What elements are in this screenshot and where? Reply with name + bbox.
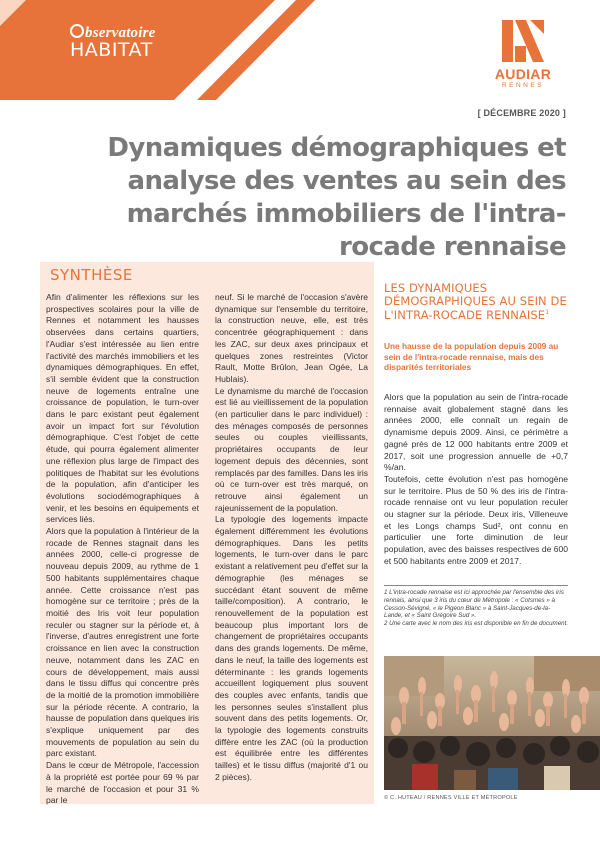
crowd-photo-image	[384, 656, 600, 790]
paragraph: Le dynamisme du marché de l'occasion est lié au vieillissement de la population (en particulier dans le parc individuel) : des ménages composés de personnes seules ou couples vieillissants, propriétaires occupants de leur logement depuis des décennies, sont remplacés par des familles. Dans les iris où ce turn-over est très marqué, on retrouve ainsi également un rajeunissement de la population.	[215, 385, 368, 513]
footnote-divider	[384, 585, 568, 586]
synthese-box	[40, 262, 374, 804]
crowd-photo	[384, 656, 600, 790]
synthese-column-right	[215, 292, 368, 784]
audiar-mark-icon	[500, 20, 546, 64]
paragraph: Afin d'alimenter les réflexions sur les prospectives scolaires pour la ville de Rennes et notamment les hausses observées dans certains quartiers, l'Audiar s'est intéressée au lien entre l'activité des marchés immobiliers et les dynamiques démographiques. En effet, s'il semble évident que la construction neuve de logements entraîne une croissance de population, le turn-over dans le parc existant peut également avoir un impact fort sur l'évolution démographique. C'est l'objet de cette étude, qui pourra également alimenter une réflexion plus large de l'impact des politiques de l'habitat sur les évolutions de la population, afin d'anticiper les évolutions sociodémographiques à venir, et les besoins en équipements et services liés.	[46, 292, 199, 525]
issue-date: [ DÉCEMBRE 2020 ]	[477, 108, 566, 118]
brand-observatoire: bservatoire	[70, 24, 156, 42]
logo-city: RENNES	[501, 82, 545, 89]
audiar-logo	[492, 20, 554, 92]
paragraph: Dans le cœur de Métropole, l'accession à la propriété est portée pour 69 % par le marché de l'occasion et pour 31 % par le	[46, 760, 199, 806]
paragraph: Toutefois, cette évolution n'est pas homogène sur le territoire. Plus de 50 % des iris de l'intra-rocade rennaise ont vu leur population reculer ou stagner sur la période. Deux iris, Villeneuve et les Longs champs Sud², ont connu en particulier une forte diminution de leur population, avec des baisses respectives de 600 et 500 habitants entre 2009 et 2017.	[384, 473, 568, 566]
brand-habitat: HABITAT	[70, 39, 153, 61]
synthese-heading: SYNTHÈSE	[50, 266, 133, 284]
footnote: 2 Une carte avec le nom des iris est disponible en fin de document.	[384, 620, 569, 628]
section-heading: LES DYNAMIQUES DÉMOGRAPHIQUES AU SEIN DE L'INTRA-ROCADE RENNAISE$^1$	[384, 281, 567, 322]
paragraph: La typologie des logements impacte également différemment les évolutions démographiques. Dans les petits logements, le turn-over dans le parc existant a relativement peu d'effet sur la démographie (les ménages se succédant étant souvent de même taille/composition). A contrario, le renouvellement de la population est beaucoup plus important lors de changement de propriétaires occupants dans des grands logements. De même, dans le neuf, la taille des logements est déterminante : les grands logements accueillent logiquement plus souvent des couples avec enfants, tandis que les personnes seules s'installent plus souvent dans des petits logements. Or, la typologie des logements construits diffère entre les ZAC (où la production est équilibrée entre les différentes tailles) et le tissu diffus (majorité d'1 ou 2 pièces).	[215, 514, 368, 782]
footnotes	[384, 589, 568, 628]
brand-o-icon	[70, 24, 84, 38]
heading-footnote-ref: 1	[545, 309, 550, 316]
section-subheading: Une hausse de la population depuis 2009 au sein de l'intra-rocade rennaise, mais des disparités territoriales	[384, 341, 559, 373]
paragraph: Alors que la population au sein de l'intra-rocade rennaise avait globalement stagné dans les années 2000, elle connaît un regain de dynamisme depuis 2009. Ainsi, ce périmètre a gagné près de 12 000 habitants entre 2009 et 2017, soit une progression annuelle de +0,7 %/an.	[384, 392, 568, 473]
synthese-column-left	[46, 292, 199, 807]
photo-credit: © C. HUTEAU / RENNES VILLE ET MÉTROPOLE	[384, 795, 518, 801]
footnote: 1 L'intra-rocade rennaise est ici approchée par l'ensemble des iris rennais, ainsi que 3 iris du cœur de Métropole : « Cotsmes » à Cesson-Sévigné, « le Pigeon Blanc » à Saint-Jacques-de-la-Lande, et « Saint Grégoire Sud ».	[384, 589, 564, 620]
paragraph: Alors que la population à l'intérieur de la rocade de Rennes stagnait dans les années 2000, celle-ci progresse de nouveau depuis 2009, au rythme de 1 500 habitants supplémentaires chaque année. Cette croissance n'est pas homogène sur ce territoire ; près de la moitié des Iris voit leur population reculer ou stagner sur la période et, à l'inverse, d'autres enregistrent une forte croissance en lien avec la construction neuve, notamment dans les ZAC en cours de développement, mais aussi dans le tissu diffus qui concentre près de la moitié de la promotion immobilière sur la période récente. A contrario, la hausse de population dans quelques iris s'explique uniquement par des mouvements de population au sein du parc existant.	[46, 526, 199, 759]
logo-name: AUDIAR	[494, 66, 552, 82]
paragraph: neuf. Si le marché de l'occasion s'avère dynamique sur l'ensemble du territoire, la construction neuve, elle, est très concentrée géographiquement : dans les ZAC, sur deux axes principaux et quelques zones restreintes (Victor Rault, Motte Brûlon, Jean Ogée, La Hublais).	[215, 292, 368, 384]
section-body	[384, 392, 568, 568]
page-title: Dynamiques démographiques et analyse des ventes au sein des marchés immobiliers de l'intra-rocade rennaise	[107, 133, 566, 262]
